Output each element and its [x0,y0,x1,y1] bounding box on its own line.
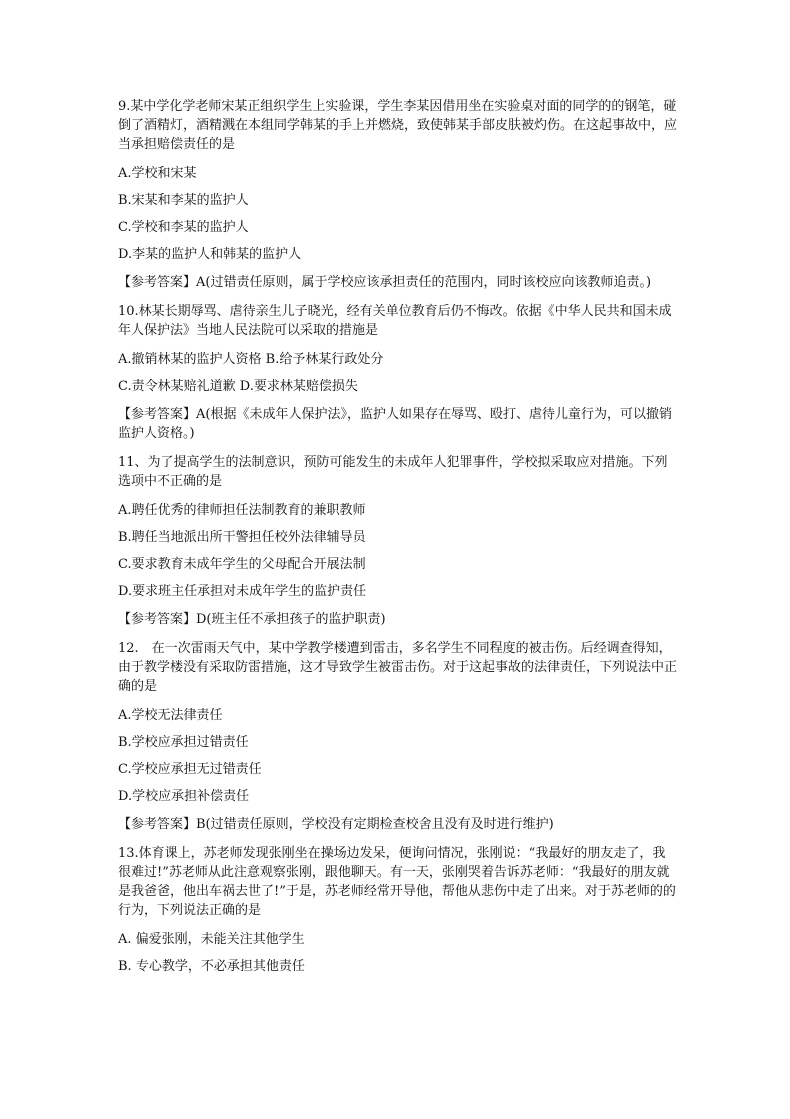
question-11 [118,453,678,629]
reference-answer: 【参考答案】D(班主任不承担孩子的监护职责) [118,612,386,627]
option-b: B.宋某和李某的监护人 [118,193,249,208]
question-9 [118,97,678,292]
question-stem: 9.某中学化学老师宋某正组织学生上实验课，学生李某因借用坐在实验桌对面的同学的的钢笔，碰倒了酒精灯，酒精溅在本组同学韩某的手上并燃烧，致使韩某手部皮肤被灼伤。在这起事故中，应当承担赔偿责任的是 [118,99,678,152]
question-stem: 11、为了提高学生的法制意识，预防可能发生的未成年人犯罪事件，学校拟采取应对措施。下列选项中不正确的是 [118,455,668,489]
option-a: A. 偏爱张刚，未能关注其他学生 [118,932,305,947]
option-c: C.学校应承担无过错责任 [118,762,262,777]
option-ab: A.撤销林某的监护人资格 B.给予林某行政处分 [118,352,384,367]
document-page [118,97,678,985]
option-d: D.李某的监护人和韩某的监护人 [118,247,302,262]
reference-answer: 【参考答案】B(过错责任原则，学校没有定期检查校舍且没有及时进行维护) [118,817,554,832]
option-c: C.学校和李某的监护人 [118,220,249,235]
reference-answer: 【参考答案】A(过错责任原则，属于学校应该承担责任的范围内，同时该校应向该教师追责。) [118,275,652,290]
question-10 [118,302,678,443]
reference-answer: 【参考答案】A(根据《未成年人保护法》，监护人如果存在辱骂、殴打、虐待儿童行为，可以撤销监护人资格。) [118,407,672,441]
question-12 [118,639,678,834]
question-stem: 10.林某长期辱骂、虐待亲生儿子晓光，经有关单位教育后仍不悔改。依据《中华人民共和国未成年人保护法》当地人民法院可以采取的措施是 [118,304,672,338]
option-a: A.学校无法律责任 [118,708,223,723]
option-c: C.要求教育未成年学生的父母配合开展法制 [118,557,366,572]
option-a: A.学校和宋某 [118,166,197,181]
option-b: B. 专心教学，不必承担其他责任 [118,959,305,974]
option-d: D.学校应承担补偿责任 [118,789,250,804]
option-d: D.要求班主任承担对未成年学生的监护责任 [118,584,367,599]
option-cd: C.责令林某赔礼道歉 D.要求林某赔偿损失 [118,379,358,394]
question-stem: 12. 在一次雷雨天气中，某中学教学楼遭到雷击，多名学生不同程度的被击伤。后经调查得知，由于教学楼没有采取防雷措施，这才导致学生被雷击伤。对于这起事故的法律责任，下列说法中正确的是 [118,641,678,694]
option-b: B.学校应承担过错责任 [118,735,249,750]
option-b: B.聘任当地派出所干警担任校外法律辅导员 [118,530,366,545]
question-stem: 13.体育课上，苏老师发现张刚坐在操场边发呆，便询问情况，张刚说：“我最好的朋友走了，我很难过!”苏老师从此注意观察张刚，跟他聊天。有一天，张刚哭着告诉苏老师：“我最好的朋友就是我爸爸，他出车祸去世了!”于是，苏老师经常开导他，帮他从悲伤中走了出来。对于苏老师的的行为，下列说法正确的是 [118,846,676,918]
option-a: A.聘任优秀的律师担任法制教育的兼职教师 [118,503,366,518]
question-13 [118,844,678,976]
